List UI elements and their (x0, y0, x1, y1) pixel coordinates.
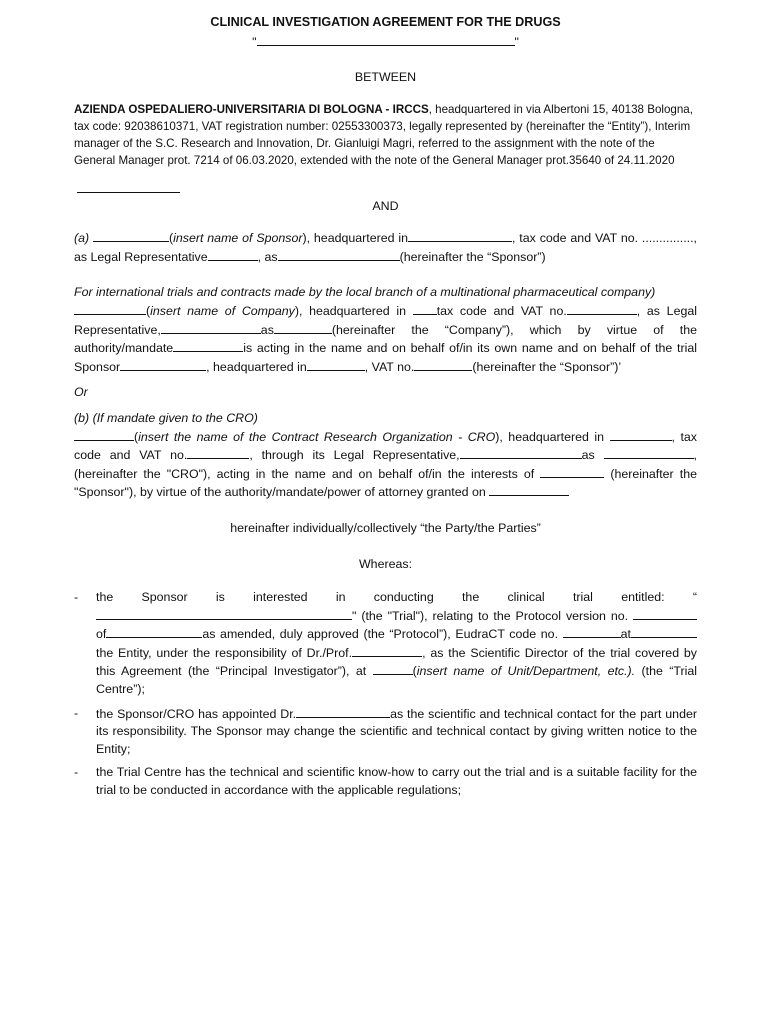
or-label: Or (74, 385, 88, 400)
trial-title-blank[interactable] (96, 607, 352, 620)
list-item: - the Sponsor/CRO has appointed Dr. as the scientific and technical contact for the part under its responsibility. The Sponsor may change the scientific and technical contact by giving written notice to the Entity; (74, 705, 697, 756)
whereas-list (74, 589, 697, 800)
entity-paragraph: AZIENDA OSPEDALIERO-UNIVERSITARIA DI BOLOGNA - IRCCS, headquartered in via Albertoni 15, 40138 Bologna, tax code: 92038610371, VAT registration number: 02553300373, legally represented by (hereinafter the “Entity”), Interim manager of the S.C. Research and Innovation, Dr. Gianluigi Magri, referred to the assignment with the note of the General Manager prot. 7214 of 06.03.2020, extended with the note of the General Manager prot.35640 of 24.11.2020 (74, 102, 693, 168)
and-heading: AND (372, 198, 399, 213)
international-paragraph: For international trials and contracts made by the local branch of a multinational pharmaceutical company) (insert name of Company), headquartered in tax code and VAT no. , as Legal Representative, as (hereinafter the “Company”), which by virtue of the authority/mandate is acting in the name and on behalf of/in its own name and on behalf of the trial Sponsor , headquartered in , VAT no. (hereinafter the “Sponsor”)’ (74, 285, 697, 374)
entity-signature-line[interactable] (77, 192, 180, 193)
list-item: - the Sponsor is interested in conducting the clinical trial entitled: “" (the "Trial"), relating to the Protocol version no. of as amended, duly approved (the “Protocol”), EudraCT code no. atthe Entity, under the responsibility of Dr./Prof. , as the Scientific Director of the trial covered by this Agreement (the “Principal Investigator”), at (insert name of Unit/Department, etc.). (the “Trial Centre”); (74, 590, 698, 697)
document-title: CLINICAL INVESTIGATION AGREEMENT FOR THE DRUGS (210, 15, 561, 29)
agreement-document (74, 12, 697, 806)
company-name-blank[interactable] (74, 302, 146, 315)
sponsor-paragraph: (a) (insert name of Sponsor), headquartered in , tax code and VAT no. ..............., as Legal Representative , as (hereinafter the “Sponsor”) (74, 231, 697, 264)
title-drug-blank[interactable]: " " (252, 34, 519, 49)
contact-name-blank[interactable] (296, 705, 390, 718)
cro-paragraph: (b) (If mandate given to the CRO) (insert the name of the Contract Research Organization - CRO), headquartered in , tax code and VAT no. , through its Legal Representative, as , (hereinafter the "CRO"), acting in the name and on behalf of/in the interests of (hereinafter the "Sponsor"), by virtue of the authority/mandate/power of attorney granted on (74, 410, 697, 500)
list-item: - the Trial Centre has the technical and scientific know-how to carry out the trial and is a suitable facility for the trial to be conducted in accordance with the applicable regulations; (74, 765, 697, 798)
entity-name: AZIENDA OSPEDALIERO-UNIVERSITARIA DI BOLOGNA - IRCCS (74, 102, 429, 116)
whereas-heading: Whereas: (358, 556, 413, 571)
cro-name-blank[interactable] (74, 428, 134, 441)
between-heading: BETWEEN (354, 70, 417, 85)
parties-definition: hereinafter individually/collectively “the Party/the Parties” (230, 520, 541, 535)
sponsor-name-blank[interactable] (93, 229, 169, 242)
